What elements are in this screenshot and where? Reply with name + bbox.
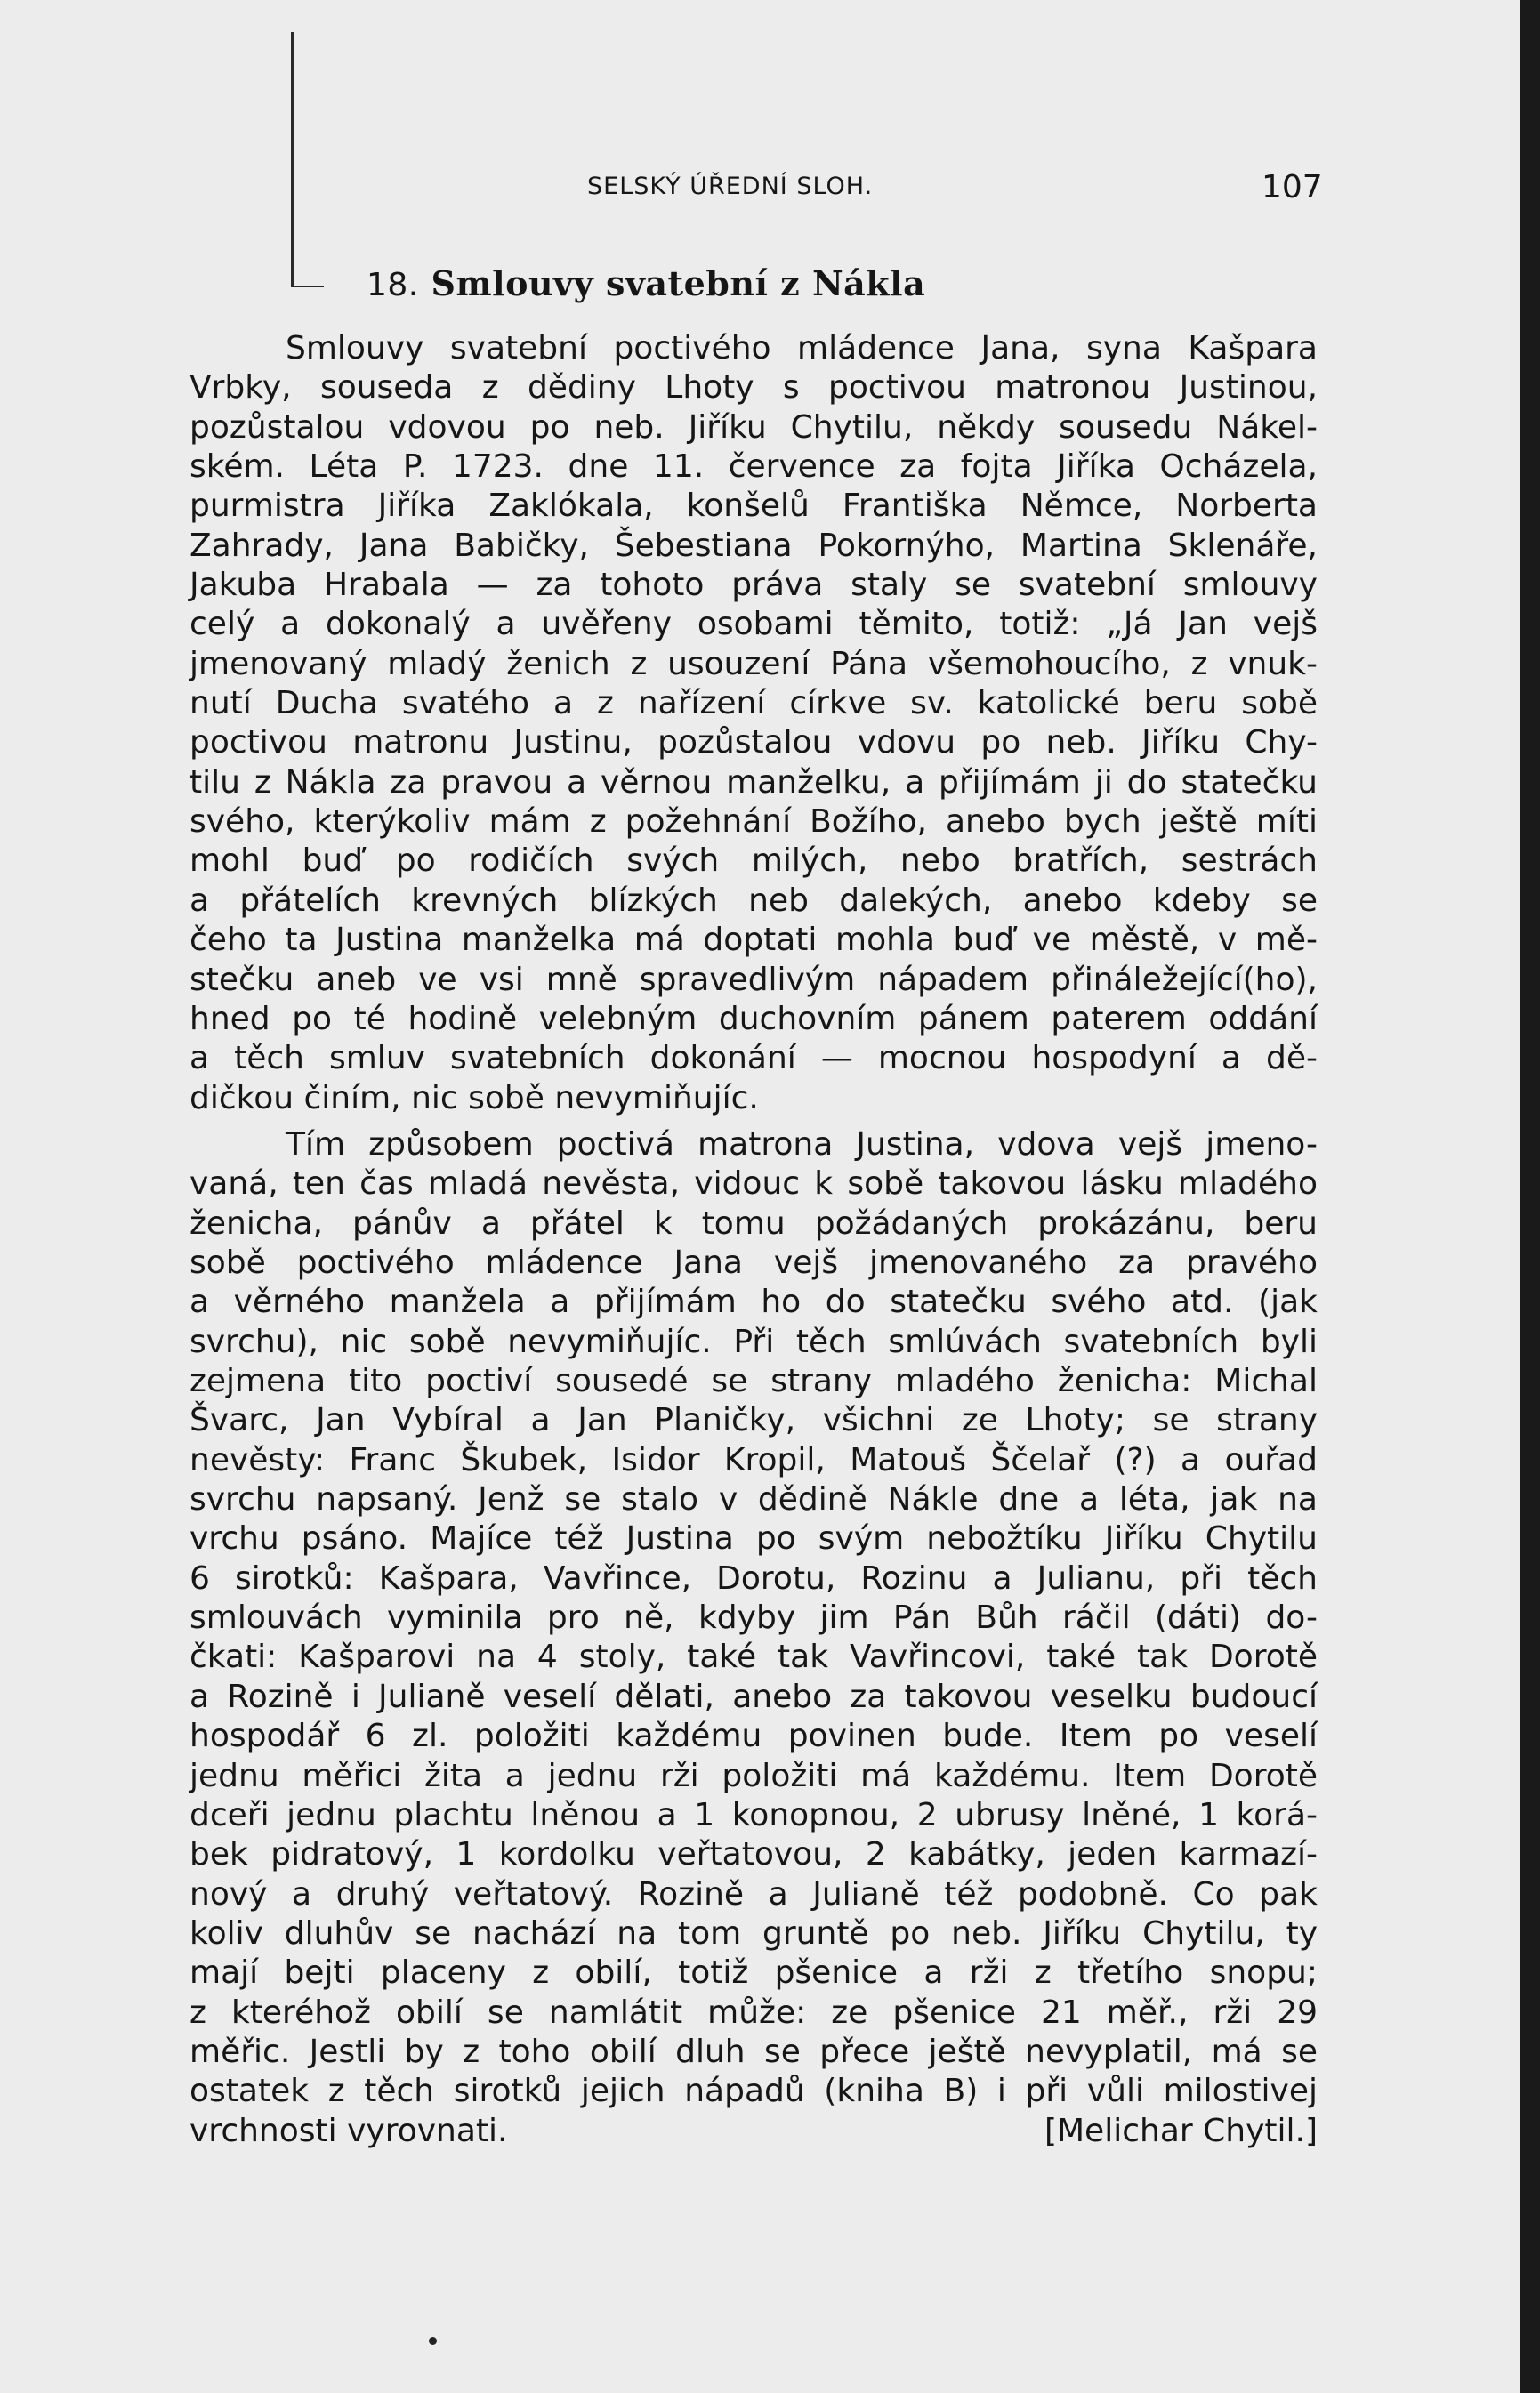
text-line: Tím způsobem poctivá matrona Justina, vdova vejš jmeno- <box>286 1126 1318 1163</box>
text-line: dceři jednu plachtu lněnou a 1 konopnou, 2 ubrusy lněné, 1 korá- <box>189 1796 1318 1833</box>
text-line: hned po té hodině velebným duchovním pánem paterem oddání <box>189 1000 1318 1037</box>
text-line: purmistra Jiříka Zaklókala, konšelů Františka Němce, Norberta <box>189 487 1318 525</box>
text-line: pozůstalou vdovou po neb. Jiříku Chytilu, někdy sousedu Nákel- <box>189 408 1318 446</box>
text-line: smlouvách vyminila pro ně, kdyby jim Pán Bůh ráčil (dáti) do- <box>189 1599 1318 1637</box>
text-line: a přátelích krevných blízkých neb dalekých, anebo kdeby se <box>189 882 1318 919</box>
text-line: a těch smluv svatebních dokonání — mocnou hospodyní a dě- <box>189 1040 1318 1077</box>
closing-text: vrchnosti vyrovnati. <box>189 2112 508 2149</box>
paragraph-1 <box>189 329 1318 1118</box>
text-line: vaná, ten čas mladá nevěsta, vidouc k sobě takovou lásku mladého <box>189 1165 1318 1203</box>
text-line: Jakuba Hrabala — za tohoto práva staly se svatební smlouvy <box>189 567 1318 604</box>
text-line: ském. Léta P. 1723. dne 11. července za fojta Jiříka Ocházela, <box>189 448 1318 486</box>
text-line: jmenovaný mladý ženich z usouzení Pána všemohoucího, z vnuk- <box>189 645 1318 682</box>
running-head: SELSKÝ ÚŘEDNÍ SLOH. <box>587 173 874 200</box>
text-line: dičkou činím, nic sobě nevymiňujíc. <box>189 1079 759 1116</box>
text-line: vrchu psáno. Majíce též Justina po svým nebožtíku Jiříku Chytilu <box>189 1520 1318 1558</box>
text-line: svého, kterýkoliv mám z požehnání Božího, anebo bych ještě míti <box>189 803 1318 841</box>
paragraph-2 <box>189 1125 1318 2151</box>
section-title <box>367 263 925 303</box>
page-edge-shadow <box>1520 0 1540 2393</box>
closing-line <box>189 2112 1318 2151</box>
text-line: Vrbky, souseda z dědiny Lhoty s poctivou matronou Justinou, <box>189 369 1318 407</box>
section-title-text: Smlouvy svatební z Nákla <box>431 263 926 303</box>
section-number: 18. <box>367 267 419 303</box>
text-line: 6 sirotků: Kašpara, Vavřince, Dorotu, Rozinu a Julianu, při těch <box>189 1559 1318 1597</box>
text-line: nový a druhý veřtatový. Rozině a Julianě též podobně. Co pak <box>189 1875 1318 1913</box>
text-line: mají bejti placeny z obilí, totiž pšenice a rži z třetího snopu; <box>189 1954 1318 1992</box>
text-line: ostatek z těch sirotků jejich nápadů (kniha B) i při vůli milostivej <box>189 2073 1318 2110</box>
text-line: zejmena tito poctiví sousedé se strany mladého ženicha: Michal <box>189 1363 1318 1400</box>
text-line: Smlouvy svatební poctivého mládence Jana, syna Kašpara <box>286 330 1318 367</box>
text-line: mohl buď po rodičích svých milých, nebo bratřích, sestrách <box>189 842 1318 880</box>
text-line: tilu z Nákla za pravou a věrnou manželku, a přijímám ji do statečku <box>189 763 1318 801</box>
text-line: měřic. Jestli by z toho obilí dluh se přece ještě nevyplatil, má se <box>189 2033 1318 2070</box>
text-line: koliv dluhův se nachází na tom gruntě po neb. Jiříku Chytilu, ty <box>189 1914 1318 1952</box>
text-line: sobě poctivého mládence Jana vejš jmenovaného za pravého <box>189 1245 1318 1282</box>
text-line: nevěsty: Franc Škubek, Isidor Kropil, Matouš Ščelař (?) a ouřad <box>189 1441 1318 1479</box>
text-line: jednu měřici žita a jednu rži položiti má každému. Item Dorotě <box>189 1757 1318 1794</box>
text-line: ženicha, pánův a přátel k tomu požádaných prokázánu, beru <box>189 1205 1318 1242</box>
text-line: a Rozině i Julianě veselí dělati, anebo za takovou veselku budoucí <box>189 1678 1318 1715</box>
text-line: svrchu napsaný. Jenž se stalo v dědině Nákle dne a léta, jak na <box>189 1481 1318 1519</box>
signature: [Melichar Chytil.] <box>1044 2112 1318 2149</box>
text-line: z kteréhož obilí se namlátit může: ze pšenice 21 měř., rži 29 <box>189 1994 1318 2031</box>
text-line: a věrného manžela a přijímám ho do statečku svého atd. (jak <box>189 1284 1318 1321</box>
text-line: Zahrady, Jana Babičky, Šebestiana Pokornýho, Martina Sklenáře, <box>189 527 1318 564</box>
margin-bracket-mark <box>291 32 324 287</box>
text-line: svrchu), nic sobě nevymiňujíc. Při těch smlúvách svatebních byli <box>189 1323 1318 1360</box>
text-line: nutí Ducha svatého a z nařízení církve sv. katolické beru sobě <box>189 685 1318 722</box>
text-line: bek pidratový, 1 kordolku veřtatovou, 2 kabátky, jeden karmazí- <box>189 1836 1318 1873</box>
page-number: 107 <box>1262 169 1323 205</box>
print-speck <box>429 2337 437 2345</box>
text-line: Švarc, Jan Vybíral a Jan Planičky, všichni ze Lhoty; se strany <box>189 1402 1318 1439</box>
text-line: čeho ta Justina manželka má doptati mohla buď ve městě, v mě- <box>189 922 1318 959</box>
text-line: čkati: Kašparovi na 4 stoly, také tak Vavřincovi, také tak Dorotě <box>189 1639 1318 1676</box>
text-line: stečku aneb ve vsi mně spravedlivým nápadem přináležející(ho), <box>189 961 1318 998</box>
text-line: poctivou matronu Justinu, pozůstalou vdovu po neb. Jiříku Chy- <box>189 724 1318 761</box>
text-line: hospodář 6 zl. položiti každému povinen bude. Item po veselí <box>189 1718 1318 1755</box>
text-line: celý a dokonalý a uvěřeny osobami těmito, totiž: „Já Jan vejš <box>189 606 1318 643</box>
